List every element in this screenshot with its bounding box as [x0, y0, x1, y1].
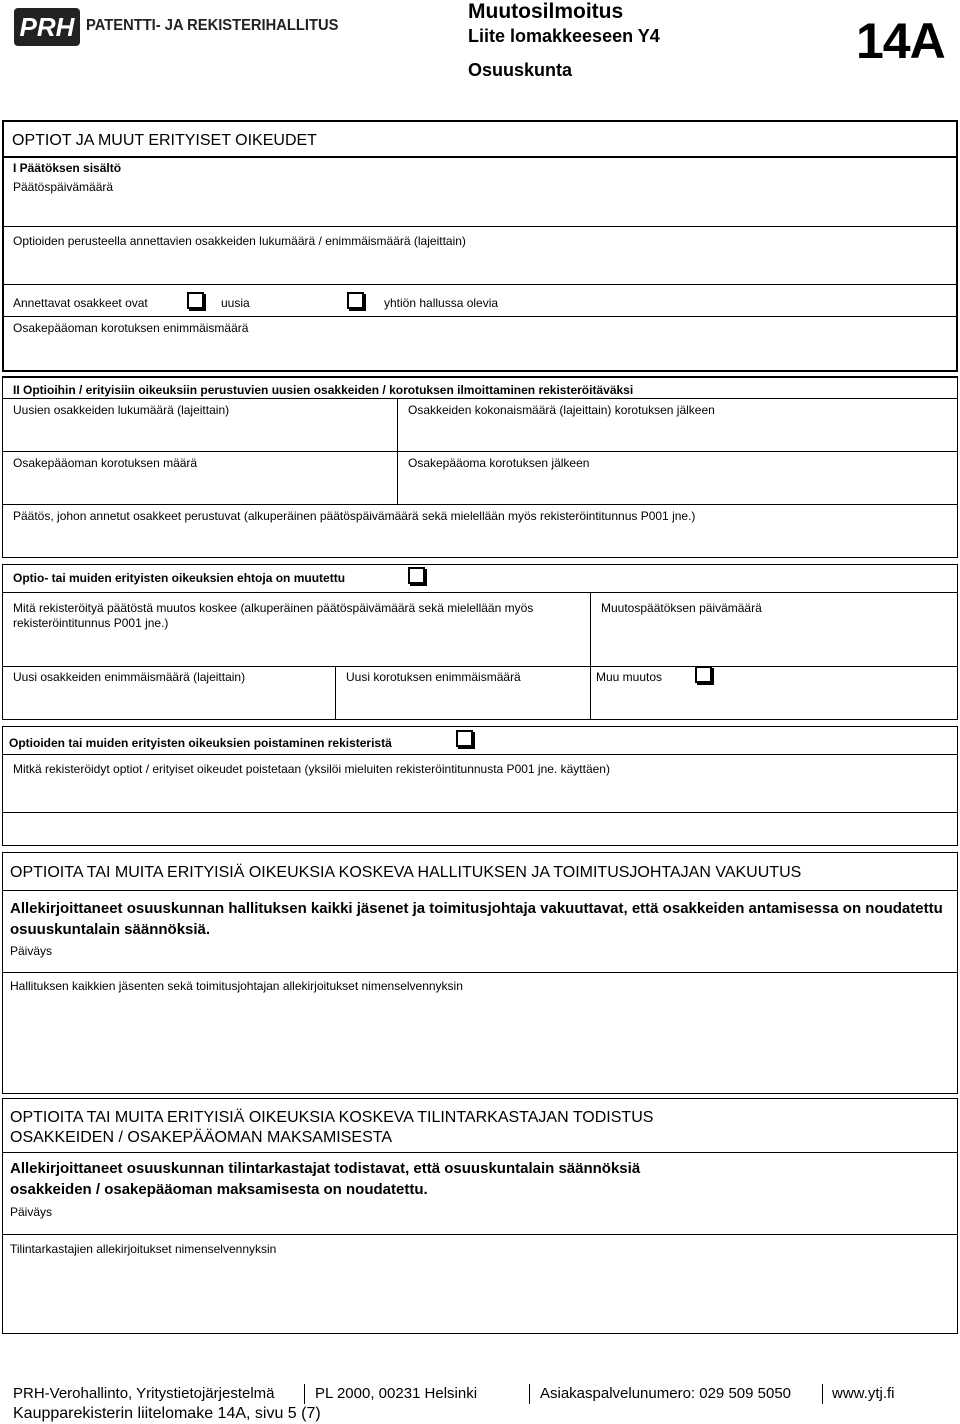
total-shares-after-field[interactable]	[400, 420, 954, 450]
footer-address: PL 2000, 00231 Helsinki	[315, 1385, 478, 1402]
divider	[2, 156, 958, 158]
which-removed-field-2[interactable]	[4, 814, 954, 844]
divider	[2, 398, 958, 399]
shares-count-field[interactable]	[4, 250, 954, 282]
divider	[2, 284, 958, 285]
divider	[2, 972, 958, 973]
part1-heading: I Päätöksen sisältö	[13, 161, 122, 175]
org-type: Osuuskunta	[468, 60, 573, 80]
auditor-title-line2: OSAKKEIDEN / OSAKEPÄÄOMAN MAKSAMISESTA	[10, 1129, 393, 1146]
footer-page-info: Kaupparekisterin liitelomake 14A, sivu 5 (7)	[13, 1405, 321, 1422]
prh-logo	[14, 8, 339, 50]
divider	[2, 1234, 958, 1235]
new-shares-count-field[interactable]	[4, 420, 394, 450]
decision-date-label: Päätöspäivämäärä	[13, 180, 114, 194]
form-subtitle: Liite lomakkeeseen Y4	[468, 26, 660, 46]
new-max-shares-label: Uusi osakkeiden enimmäismäärä (lajeittain)	[13, 670, 246, 684]
capital-increase-amount-field[interactable]	[4, 472, 394, 502]
divider	[304, 1384, 305, 1404]
base-decision-field[interactable]	[4, 526, 954, 556]
section-options-title: OPTIOT JA MUUT ERITYISET OIKEUDET	[12, 132, 317, 149]
capital-increase-max-label: Osakepääoman korotuksen enimmäismäärä	[13, 321, 249, 335]
shares-given-label: Annettavat osakkeet ovat	[13, 296, 148, 310]
logo-text: PATENTTI- JA REKISTERIHALLITUS	[86, 17, 339, 34]
new-shares-count-label: Uusien osakkeiden lukumäärä (lajeittain)	[13, 403, 230, 417]
which-decision-label-2: rekisteröintitunnus P001 jne.)	[13, 616, 169, 630]
divider	[590, 666, 591, 720]
divider	[590, 592, 591, 666]
auditor-signatures-field[interactable]	[4, 1258, 954, 1332]
form-title: Muutosilmoitus	[468, 0, 624, 23]
divider	[2, 592, 958, 593]
changed-terms-checkbox[interactable]	[408, 567, 425, 584]
changed-terms-label: Optio- tai muiden erityisten oikeuksien ehtoja on muutettu	[13, 571, 346, 585]
auditor-statement-line1: Allekirjoittaneet osuuskunnan tilintarkastajat todistavat, että osuuskuntalain säännöksiä	[10, 1160, 641, 1177]
board-date-field[interactable]	[4, 960, 954, 970]
decision-date-field[interactable]	[4, 196, 954, 222]
divider	[2, 504, 958, 505]
board-statement: Allekirjoittaneet osuuskunnan hallituksen kaikki jäsenet ja toimitusjohtaja vakuuttavat, että osakkeiden antamisessa on noudatettu osuuskuntalain säännöksiä.	[10, 900, 943, 938]
board-signatures-field[interactable]	[4, 996, 954, 1092]
divider	[335, 666, 336, 720]
change-decision-date-label: Muutospäätöksen päivämäärä	[601, 601, 762, 615]
footer-web[interactable]: www.ytj.fi	[832, 1385, 895, 1402]
capital-increase-max-field[interactable]	[4, 338, 954, 370]
divider	[2, 890, 958, 891]
held-shares-checkbox[interactable]	[347, 292, 364, 309]
new-max-increase-field[interactable]	[338, 688, 588, 718]
board-signatures-label: Hallituksen kaikkien jäsenten sekä toimitusjohtajan allekirjoitukset nimenselvennyksin	[10, 979, 463, 993]
divider	[2, 451, 958, 452]
part2-heading: II Optioihin / erityisiin oikeuksiin perustuvien uusien osakkeiden / korotuksen ilmoittaminen rekisteröitäväksi	[13, 383, 634, 397]
footer-org: PRH-Verohallinto, Yritystietojärjestelmä	[13, 1385, 275, 1402]
capital-after-label: Osakepääoma korotuksen jälkeen	[408, 456, 590, 470]
other-change-label: Muu muutos	[596, 670, 663, 684]
auditor-statement-line2: osakkeiden / osakepääoman maksamisesta on noudatettu.	[10, 1181, 428, 1198]
divider	[2, 812, 958, 813]
auditor-signatures-label: Tilintarkastajien allekirjoitukset nimenselvennyksin	[10, 1242, 277, 1256]
board-date-label: Päiväys	[10, 944, 53, 958]
which-decision-label: Mitä rekisteröityä päätöstä muutos koskee (alkuperäinen päätöspäivämäärä sekä mielellään myös	[13, 601, 534, 615]
held-shares-label: yhtiön hallussa olevia	[384, 296, 499, 310]
which-removed-label: Mitkä rekisteröidyt optiot / erityiset oikeudet poistetaan (yksilöi mieluiten rekisteröintitunnusta P001 jne. käyttäen)	[13, 762, 610, 776]
divider	[2, 666, 958, 667]
logo-mark: PRH	[14, 8, 80, 46]
shares-count-label: Optioiden perusteella annettavien osakkeiden lukumäärä / enimmäismäärä (lajeittain)	[13, 234, 466, 248]
divider	[2, 1152, 958, 1153]
other-change-checkbox[interactable]	[695, 666, 712, 683]
capital-increase-amount-label: Osakepääoman korotuksen määrä	[13, 456, 198, 470]
total-shares-after-label: Osakkeiden kokonaismäärä (lajeittain) korotuksen jälkeen	[408, 403, 715, 417]
divider	[822, 1384, 823, 1404]
divider	[2, 226, 958, 227]
auditor-date-field[interactable]	[4, 1221, 954, 1231]
which-decision-field[interactable]	[4, 632, 586, 664]
divider	[529, 1384, 530, 1404]
board-declaration-title: OPTIOITA TAI MUITA ERITYISIÄ OIKEUKSIA KOSKEVA HALLITUKSEN JA TOIMITUSJOHTAJAN VAKUUTUS	[10, 864, 802, 881]
new-shares-label: uusia	[221, 296, 250, 310]
removal-label: Optioiden tai muiden erityisten oikeuksien poistaminen rekisteristä	[9, 736, 392, 750]
removal-checkbox[interactable]	[456, 730, 473, 747]
base-decision-label: Päätös, johon annetut osakkeet perustuvat (alkuperäinen päätöspäivämäärä sekä mielellään myös rekisteröintitunnus P001 jne.)	[13, 509, 696, 523]
capital-after-field[interactable]	[400, 472, 954, 502]
new-max-shares-field[interactable]	[4, 688, 332, 718]
divider	[2, 316, 958, 317]
auditor-title-line1: OPTIOITA TAI MUITA ERITYISIÄ OIKEUKSIA KOSKEVA TILINTARKASTAJAN TODISTUS	[10, 1109, 654, 1126]
which-removed-field[interactable]	[4, 778, 954, 810]
new-shares-checkbox[interactable]	[187, 292, 204, 309]
new-max-increase-label: Uusi korotuksen enimmäismäärä	[346, 670, 521, 684]
divider	[2, 754, 958, 755]
change-decision-date-field[interactable]	[594, 618, 954, 664]
auditor-date-label: Päiväys	[10, 1205, 53, 1219]
form-code: 14A	[856, 13, 945, 69]
footer-phone: Asiakaspalvelunumero: 029 509 5050	[540, 1385, 792, 1402]
